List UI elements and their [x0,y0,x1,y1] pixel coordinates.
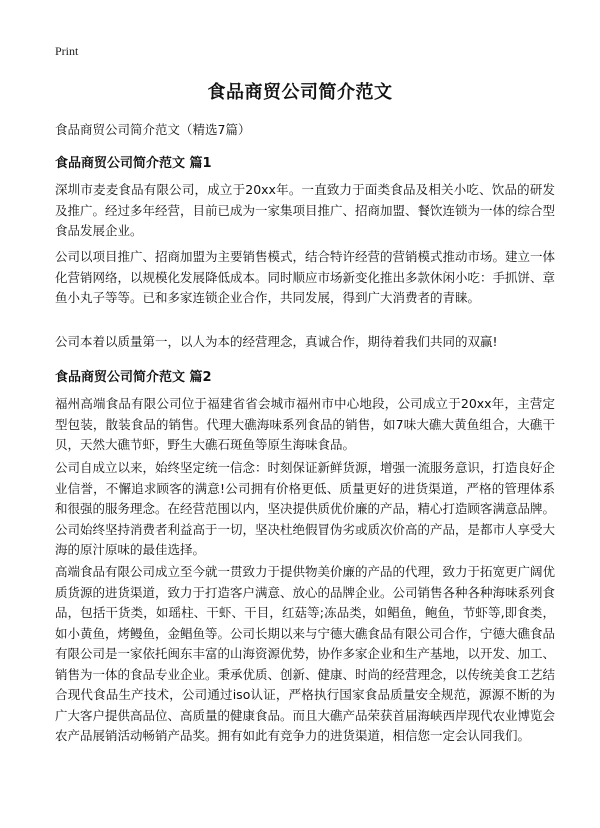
section-heading-1: 食品商贸公司简介范文 篇1 [55,156,212,171]
paragraph: 公司以项目推广、招商加盟为主要销售模式，结合特许经营的营销模式推动市场。建立一体化营销网络，以规模化发展降低成本。同时顺应市场新变化推出多款休闲小吃：手抓饼、章鱼小丸子等等。已和多家连锁企业合作，共同发展，得到广大消费者的青睐。 [55,249,556,305]
paragraph: 公司自成立以来，始终坚定统一信念：时刻保证新鲜货源，增强一流服务意识，打造良好企业信誉，不懈追求顾客的满意!公司拥有价格更低、质量更好的进货渠道，严格的管理体系和很强的服务理念。在经营范围以内，坚决提供质优价廉的产品，精心打造顾客满意品牌。公司始终坚持消费者利益高于一切，坚决杜绝假冒伪劣或质次价高的产品，是都市人享受大海的原汁原味的最佳选择。 [55,460,556,557]
paragraph: 深圳市麦麦食品有限公司，成立于20xx年。一直致力于面类食品及相关小吃、饮品的研发及推广。经过多年经营，目前已成为一家集项目推广、招商加盟、餐饮连锁为一体的综合型食品发展企业。 [55,182,556,238]
paragraph: 福州高端食品有限公司位于福建省省会城市福州市中心地段，公司成立于20xx年，主营定型包装，散装食品的销售。代理大礁海味系列食品的销售，如7味大礁大黄鱼组合，大礁干贝，天然大礁节虾，野生大礁石斑鱼等原生海味食品。 [55,396,555,452]
paragraph: 高端食品有限公司成立至今就一贯致力于提供物美价廉的产品的代理，致力于拓宽更广阔优质货源的进货渠道，致力于打造客户满意、放心的品牌企业。公司销售各种各种海味系列食品，包括干货类，如瑶柱、干虾、干目，红菇等;冻品类，如鲳鱼，鲍鱼，节虾等,即食类，如小黄鱼，烤鳗鱼，金鲳鱼等。公司长期以来与宁德大礁食品有限公司合作，宁德大礁食品有限公司是一家依托闽东丰富的山海资源优势，协作多家企业和生产基地，以开发、加工、销售为一体的食品专业企业。秉承优质、创新、健康、时尚的经营理念，以传统美食工艺结合现代食品生产技术，公司通过iso认证，严格执行国家食品质量安全规范，源源不断的为广大客户提供高品位、高质量的健康食品。而且大礁产品荣获首届海峡西岸现代农业博览会农产品展销活动畅销产品奖。拥有如此有竞争力的进货渠道，相信您一定会认同我们。 [55,564,556,743]
section-heading-2: 食品商贸公司简介范文 篇2 [55,370,212,385]
paragraph: 公司本着以质量第一，以人为本的经营理念，真诚合作，期待着我们共同的双赢! [55,334,498,349]
page-title: 食品商贸公司简介范文 [207,82,393,103]
document-subtitle: 食品商贸公司简介范文（精选7篇） [55,122,251,137]
print-link[interactable]: Print [55,44,79,58]
